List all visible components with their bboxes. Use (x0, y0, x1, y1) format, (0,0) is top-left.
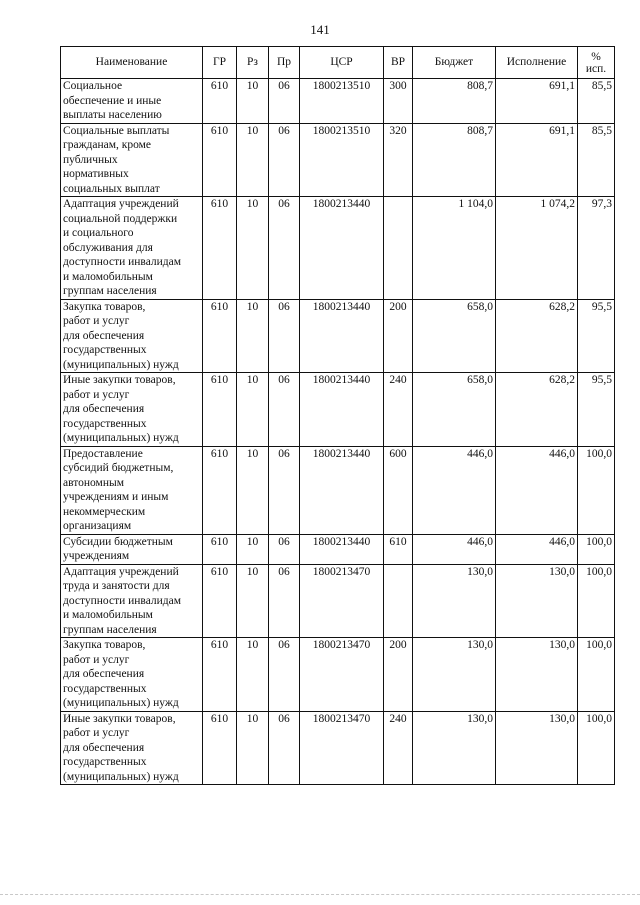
table-row (61, 446, 615, 534)
cell-name-line: Социальные выплаты (63, 124, 170, 137)
cell-csr: 1800213470 (300, 564, 384, 638)
cell-name-line: доступности инвалидам (63, 256, 182, 268)
cell-pr: 06 (269, 564, 300, 638)
header-csr: ЦСР (300, 47, 384, 79)
cell-rz: 10 (237, 123, 269, 197)
cell-budget: 446,0 (413, 534, 496, 564)
cell-csr: 1800213440 (300, 373, 384, 447)
cell-rz: 10 (237, 299, 269, 373)
cell-name-line: Социальное (63, 80, 123, 92)
cell-rz: 10 (237, 446, 269, 534)
cell-csr: 1800213440 (300, 446, 384, 534)
header-name: Наименование (61, 47, 203, 79)
cell-name (61, 123, 203, 197)
cell-gr: 610 (203, 197, 237, 300)
cell-name-line: автономным (63, 476, 124, 489)
cell-budget: 658,0 (413, 373, 496, 447)
cell-name-line: работ и услуг (63, 315, 130, 327)
cell-pr: 06 (269, 638, 300, 712)
cell-budget: 130,0 (413, 564, 496, 638)
cell-name (61, 534, 203, 564)
cell-name-line: государственных (63, 417, 147, 430)
cell-gr: 610 (203, 711, 237, 785)
table-row (61, 564, 615, 638)
cell-gr: 610 (203, 123, 237, 197)
cell-name-line: для обеспечения (63, 668, 145, 680)
cell-name (61, 373, 203, 447)
cell-vr: 200 (384, 299, 413, 373)
cell-name-line: группам населения (63, 623, 157, 636)
cell-name-line: Иные закупки товаров, (63, 374, 176, 386)
cell-pr: 06 (269, 373, 300, 447)
cell-name-line: (муниципальных) нужд (63, 770, 179, 783)
cell-name-line: доступности инвалидам (63, 594, 182, 607)
cell-budget: 658,0 (413, 299, 496, 373)
header-vr: ВР (384, 47, 413, 79)
cell-name (61, 711, 203, 785)
cell-name-line: организациям (63, 520, 132, 532)
cell-rz: 10 (237, 534, 269, 564)
cell-vr: 320 (384, 123, 413, 197)
cell-gr: 610 (203, 373, 237, 447)
header-pr: Пр (269, 47, 300, 79)
cell-name-line: работ и услуг (63, 388, 130, 401)
cell-percent: 100,0 (578, 638, 615, 712)
cell-vr: 240 (384, 711, 413, 785)
cell-budget: 808,7 (413, 123, 496, 197)
cell-vr: 200 (384, 638, 413, 712)
cell-name (61, 446, 203, 534)
table-header-row (61, 47, 615, 79)
cell-execution: 446,0 (496, 446, 578, 534)
header-rz: Рз (237, 47, 269, 79)
cell-execution: 130,0 (496, 711, 578, 785)
cell-name-line: Предоставление (63, 447, 143, 460)
cell-csr: 1800213510 (300, 123, 384, 197)
cell-budget: 446,0 (413, 446, 496, 534)
cell-gr: 610 (203, 299, 237, 373)
cell-name-line: (муниципальных) нужд (63, 697, 179, 709)
cell-budget: 130,0 (413, 638, 496, 712)
cell-name-line: и маломобильным (63, 270, 153, 283)
cell-name-line: (муниципальных) нужд (63, 432, 179, 444)
cell-name-line: социальной поддержки (63, 212, 178, 225)
table-row (61, 638, 615, 712)
table-row (61, 123, 615, 197)
cell-name (61, 197, 203, 300)
cell-vr: 240 (384, 373, 413, 447)
cell-budget: 1 104,0 (413, 197, 496, 300)
cell-percent: 100,0 (578, 564, 615, 638)
cell-name-line: гражданам, кроме (63, 139, 152, 151)
table-body (61, 79, 615, 785)
cell-vr: 610 (384, 534, 413, 564)
header-execution: Исполнение (496, 47, 578, 79)
header-gr: ГР (203, 47, 237, 79)
cell-execution: 130,0 (496, 638, 578, 712)
cell-name-line: государственных (63, 756, 147, 768)
cell-rz: 10 (237, 711, 269, 785)
cell-name-line: учреждениям и иным (63, 491, 169, 503)
header-budget: Бюджет (413, 47, 496, 79)
cell-vr (384, 197, 413, 300)
cell-name-line: субсидий бюджетным, (63, 462, 174, 474)
cell-name-line: и социального (63, 227, 134, 239)
cell-name-line: и маломобильным (63, 609, 153, 621)
cell-gr: 610 (203, 638, 237, 712)
cell-gr: 610 (203, 79, 237, 124)
cell-execution: 1 074,2 (496, 197, 578, 300)
cell-percent: 100,0 (578, 534, 615, 564)
cell-vr: 600 (384, 446, 413, 534)
cell-pr: 06 (269, 123, 300, 197)
cell-name-line: публичных (63, 153, 118, 166)
cell-csr: 1800213440 (300, 299, 384, 373)
cell-budget: 130,0 (413, 711, 496, 785)
cell-pr: 06 (269, 446, 300, 534)
cell-name-line: выплаты населению (63, 109, 162, 121)
cell-name-line: учреждениям (63, 550, 130, 562)
header-percent-label: исп. (585, 62, 607, 75)
table-row (61, 373, 615, 447)
cell-name-line: работ и услуг (63, 653, 130, 666)
cell-name-line: Закупка товаров, (63, 300, 146, 313)
cell-name-line: группам населения (63, 285, 157, 297)
cell-name-line: работ и услуг (63, 727, 130, 739)
cell-execution: 628,2 (496, 299, 578, 373)
scan-edge-line (0, 894, 640, 895)
header-percent (578, 47, 615, 79)
cell-percent: 95,5 (578, 299, 615, 373)
cell-rz: 10 (237, 373, 269, 447)
cell-name-line: Субсидии бюджетным (63, 535, 173, 548)
cell-gr: 610 (203, 446, 237, 534)
cell-percent: 100,0 (578, 711, 615, 785)
cell-percent: 85,5 (578, 79, 615, 124)
cell-execution: 446,0 (496, 534, 578, 564)
cell-execution: 691,1 (496, 79, 578, 124)
cell-name (61, 79, 203, 124)
table-row (61, 79, 615, 124)
cell-name-line: (муниципальных) нужд (63, 358, 179, 371)
cell-percent: 85,5 (578, 123, 615, 197)
cell-name-line: обеспечение и иные (63, 94, 162, 107)
cell-pr: 06 (269, 711, 300, 785)
cell-percent: 95,5 (578, 373, 615, 447)
cell-csr: 1800213470 (300, 711, 384, 785)
cell-gr: 610 (203, 534, 237, 564)
cell-pr: 06 (269, 197, 300, 300)
cell-gr: 610 (203, 564, 237, 638)
cell-csr: 1800213470 (300, 638, 384, 712)
cell-name-line: социальных выплат (63, 182, 160, 195)
table-row (61, 299, 615, 373)
cell-percent: 97,3 (578, 197, 615, 300)
cell-execution: 691,1 (496, 123, 578, 197)
cell-name-line: нормативных (63, 168, 129, 180)
cell-name-line: труда и занятости для (63, 580, 170, 592)
cell-rz: 10 (237, 638, 269, 712)
cell-name-line: для обеспечения (63, 741, 145, 754)
cell-csr: 1800213440 (300, 534, 384, 564)
cell-vr (384, 564, 413, 638)
cell-name-line: государственных (63, 682, 147, 695)
cell-csr: 1800213440 (300, 197, 384, 300)
cell-csr: 1800213510 (300, 79, 384, 124)
table-row (61, 711, 615, 785)
cell-pr: 06 (269, 534, 300, 564)
cell-name (61, 299, 203, 373)
cell-name-line: Иные закупки товаров, (63, 712, 176, 725)
cell-pr: 06 (269, 79, 300, 124)
cell-name-line: для обеспечения (63, 403, 145, 415)
cell-percent: 100,0 (578, 446, 615, 534)
cell-name-line: некоммерческим (63, 505, 146, 518)
cell-budget: 808,7 (413, 79, 496, 124)
cell-execution: 130,0 (496, 564, 578, 638)
table-row (61, 197, 615, 300)
cell-rz: 10 (237, 79, 269, 124)
cell-name (61, 564, 203, 638)
page-number: 141 (310, 22, 330, 37)
header-percent-symbol: % (591, 50, 601, 63)
budget-execution-table (60, 46, 615, 785)
cell-name-line: для обеспечения (63, 329, 145, 342)
cell-execution: 628,2 (496, 373, 578, 447)
cell-pr: 06 (269, 299, 300, 373)
cell-name-line: обслуживания для (63, 241, 153, 254)
cell-name-line: государственных (63, 344, 147, 356)
cell-name (61, 638, 203, 712)
cell-name-line: Закупка товаров, (63, 639, 146, 651)
cell-rz: 10 (237, 197, 269, 300)
cell-vr: 300 (384, 79, 413, 124)
cell-name-line: Адаптация учреждений (63, 198, 179, 210)
table-row (61, 534, 615, 564)
cell-rz: 10 (237, 564, 269, 638)
cell-name-line: Адаптация учреждений (63, 565, 179, 578)
